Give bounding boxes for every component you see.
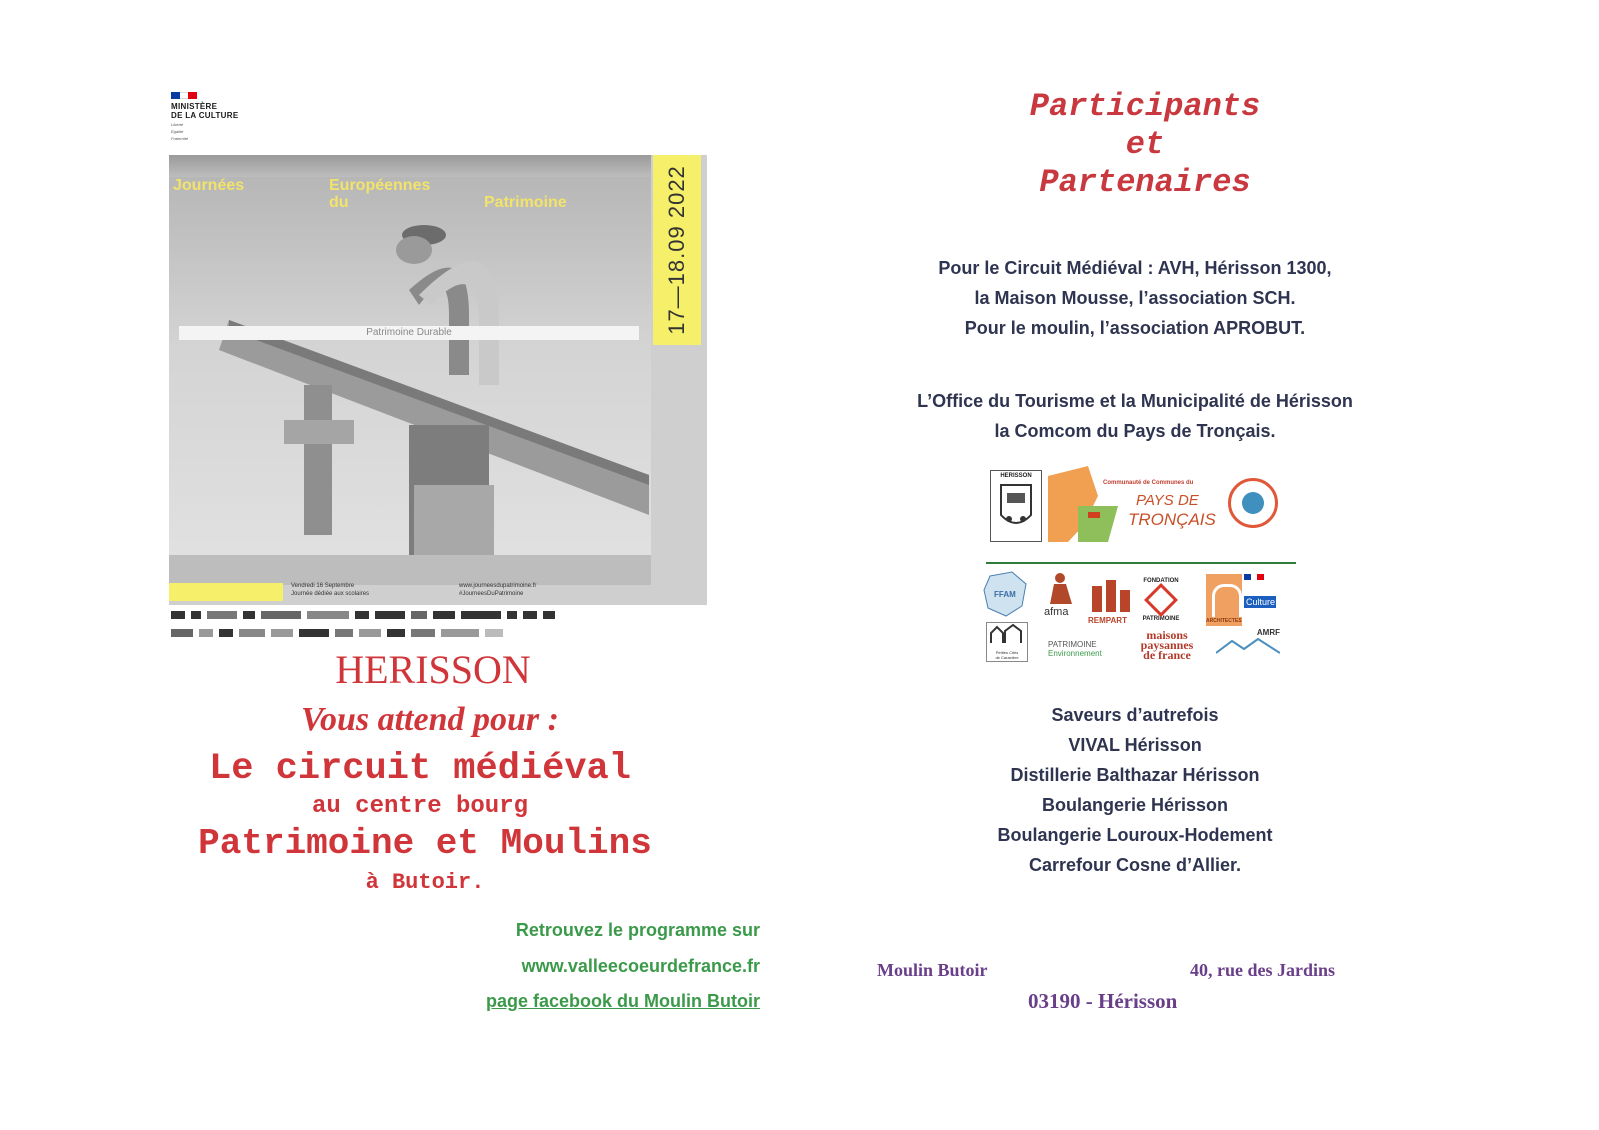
website-link[interactable]: www.valleecoeurdefrance.fr [521, 956, 760, 976]
culture-badge: Culture [1246, 597, 1276, 607]
para1-line3: Pour le moulin, l’association APROBUT. [964, 318, 1306, 338]
petites-text-1: Petites Cités [995, 650, 1019, 655]
ministere-culture-small-logo [1244, 574, 1276, 618]
maisons-text-1: maisons [1146, 628, 1188, 642]
butoir-text: à Butoir. [365, 870, 485, 895]
partner-logos-row1 [990, 466, 1290, 546]
poster-theme: Patrimoine Durable [179, 326, 639, 340]
rempart-text: REMPART [1088, 616, 1127, 625]
programme-text: Retrouvez le programme sur [515, 920, 760, 940]
poster-partner-logos [169, 605, 707, 645]
address-name: Moulin Butoir [877, 960, 988, 980]
patenv-text-2: Environnement [1048, 649, 1102, 658]
facebook-link-wrap [410, 989, 760, 1013]
title-line-1: Participants [1029, 88, 1261, 125]
title-line-3: Partenaires [1039, 164, 1251, 201]
fondation-patrimoine-logo [1136, 578, 1186, 632]
patrimoine-moulins-heading: Patrimoine et Moulins [198, 823, 652, 864]
maisons-text-2: paysannes [1140, 638, 1194, 652]
maisons-paysannes-logo [1132, 630, 1202, 660]
tourism-office-logo [1228, 478, 1278, 528]
poster-foot-tag: #JourneesDuPatrimoine [459, 591, 524, 597]
partners-title [990, 88, 1300, 202]
partner-logos-row2 [982, 570, 1292, 662]
sponsor-item: Carrefour Cosne d’Allier. [1028, 855, 1242, 875]
poster-foot-left-2: Journée dédiée aux scolaires [291, 591, 370, 597]
ministry-name-line1: MINISTÈRE [171, 102, 218, 111]
architectes-text: ARCHITECTES [1206, 618, 1242, 624]
para1-line1: Pour le Circuit Médiéval : AVH, Hérisson 1300, [938, 258, 1332, 278]
fondation-text-2: PATRIMOINE [1142, 616, 1180, 622]
poster-word-europeennes: Européennes [329, 177, 431, 194]
fondation-diamond-icon [1144, 583, 1178, 617]
logos-separator [986, 562, 1296, 564]
amrf-logo [1216, 628, 1280, 658]
french-flag-icon [171, 92, 197, 99]
sponsor-item: Distillerie Balthazar Hérisson [1010, 765, 1260, 785]
amrf-text: AMRF [1256, 628, 1280, 637]
herisson-crest-text: HERISSON [1000, 473, 1032, 479]
poster-photo [169, 155, 651, 585]
petites-text-2: de Caractère [995, 655, 1019, 660]
houses-icon [987, 623, 1027, 645]
circuit-participants [830, 253, 1440, 343]
crest-icon [991, 479, 1041, 535]
ministry-motto-1: Liberté [171, 122, 184, 127]
petites-cites-logo [986, 622, 1028, 662]
arch-icon [1212, 584, 1242, 617]
poster-word-journees: Journées [173, 177, 245, 194]
sponsor-item: VIVAL Hérisson [1068, 735, 1202, 755]
comcom-top-text: Communauté de Communes du [1103, 480, 1194, 486]
address-city: 03190 - Hérisson [1028, 989, 1178, 1013]
facebook-link[interactable]: page facebook du Moulin Butoir [486, 991, 760, 1011]
ministry-motto-3: Fraternité [171, 136, 189, 141]
ministry-logo [171, 92, 281, 141]
centre-bourg-text: au centre bourg [311, 793, 529, 820]
poster-dates-wrap [653, 155, 701, 345]
rempart-figures-icon [1086, 576, 1134, 614]
patenv-text-1: PATRIMOINE [1048, 640, 1097, 649]
ministry-motto-2: Égalité [171, 129, 184, 134]
sponsor-item: Saveurs d’autrefois [1051, 705, 1219, 725]
comcom-troncais-logo [1048, 466, 1218, 542]
comcom-name-1: PAYS DE [1136, 492, 1199, 509]
architectes-logo [1206, 574, 1242, 626]
poster-top-strip [169, 155, 651, 177]
afma-logo [1040, 570, 1086, 626]
sponsors-list [830, 700, 1440, 880]
poster-foot-yellow [169, 583, 283, 601]
tourism-pin-icon [1242, 492, 1264, 514]
heritage-days-poster [169, 155, 707, 645]
comcom-name-2: TRONÇAIS [1128, 510, 1216, 529]
address-street: 40, rue des Jardins [1190, 960, 1336, 980]
fondation-text-1: FONDATION [1143, 578, 1179, 584]
poster-foot-url: www.journeesdupatrimoine.fr [459, 583, 537, 589]
sponsor-item: Boulangerie Louroux-Hodement [997, 825, 1273, 845]
town-title: HERISSON [335, 647, 531, 692]
mountains-icon [1216, 637, 1280, 655]
invitation-heading: Vous attend pour : [301, 701, 559, 738]
afma-text: afma [1044, 606, 1069, 618]
poster-word-patrimoine: Patrimoine [484, 194, 567, 211]
sponsor-item: Boulangerie Hérisson [1041, 795, 1229, 815]
maisons-text-3: de france [1143, 648, 1191, 662]
ffam-text: FFAM [994, 590, 1016, 599]
para2-line2: la Comcom du Pays de Tronçais. [994, 421, 1276, 441]
small-flag-icon [1244, 574, 1264, 580]
ministry-name-line2: DE LA CULTURE [171, 111, 239, 120]
para1-line2: la Maison Mousse, l’association SCH. [974, 288, 1296, 308]
title-line-2: et [1125, 126, 1165, 163]
patrimoine-environnement-logo [1048, 640, 1128, 658]
para2-line1: L’Office du Tourisme et la Municipalité de Hérisson [917, 391, 1353, 411]
poster-foot-left-1: Vendredi 16 Septembre [291, 583, 355, 589]
poster-word-du: du [329, 194, 349, 211]
farmer-icon [1040, 570, 1086, 606]
sculpture-illustration [169, 155, 651, 585]
herisson-crest-logo [990, 470, 1042, 542]
poster-dates: 17—18.09 2022 [664, 165, 690, 335]
circuit-medieval-heading: Le circuit médiéval [209, 748, 631, 790]
ffam-logo [982, 570, 1030, 620]
institution-partners [830, 386, 1440, 446]
rempart-logo [1086, 576, 1134, 626]
